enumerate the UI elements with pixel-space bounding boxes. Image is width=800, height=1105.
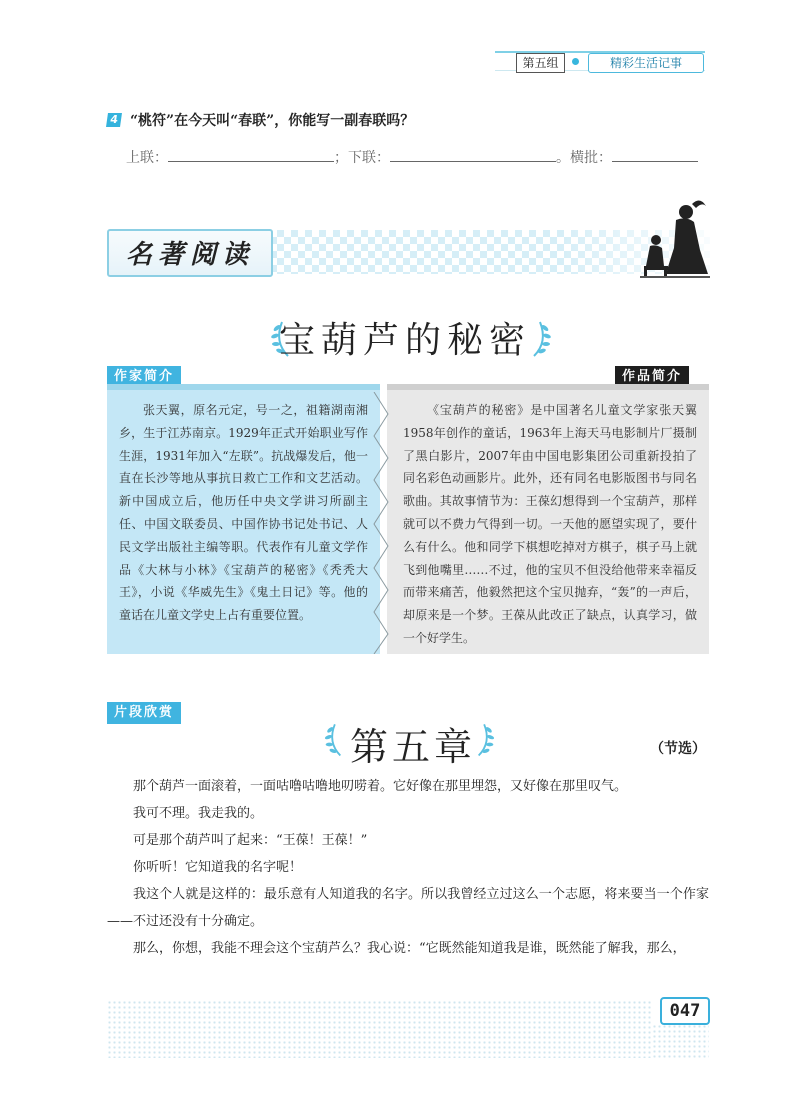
lower-couplet-blank[interactable] — [390, 146, 556, 162]
footer-dot-pattern — [107, 1000, 652, 1058]
footer-dot-pattern — [652, 1024, 709, 1058]
page-number: 047 — [660, 997, 710, 1025]
laurel-left-icon — [322, 720, 344, 758]
lower-couplet-label: 下联： — [348, 150, 390, 166]
book-title: 宝葫芦的秘密 — [278, 320, 531, 361]
header-dot-icon — [572, 58, 579, 65]
zigzag-divider — [368, 392, 398, 654]
period: 。 — [556, 150, 570, 166]
excerpt-paragraph: 可是那个葫芦叫了起来：“王葆！王葆！” — [133, 833, 368, 848]
excerpt-tag: 片段欣赏 — [107, 702, 181, 724]
excerpt-paragraph: 我可不理。我走我的。 — [133, 806, 264, 821]
excerpt-paragraph: 那个葫芦一面滚着，一面咕噜咕噜地叨唠着。它好像在那里埋怨，又好像在那里叹气。 — [133, 779, 628, 794]
chapter-title: 第五章 — [350, 725, 477, 769]
couplet-answer-row — [126, 146, 698, 167]
laurel-right-icon — [530, 318, 554, 358]
separator: ； — [334, 150, 348, 166]
author-intro-tag: 作家简介 — [107, 366, 181, 388]
upper-couplet-label: 上联： — [126, 150, 168, 166]
question-text: “桃符”在今天叫“春联”，你能写一副春联吗？ — [130, 113, 415, 129]
work-intro-tag: 作品简介 — [615, 366, 689, 388]
banner-title: 名著阅读 — [107, 229, 273, 277]
excerpt-note: （节选） — [650, 741, 706, 757]
author-intro-text: 张天翼，原名元定，号一之，祖籍湖南湘乡，生于江苏南京。1929年正式开始职业写作生涯，1931年加入“左联”。抗战爆发后，他一直在长沙等地从事抗日救亡工作和文艺活动。新中国成立后，他历任中央文学讲习所副主任、中国文联委员、中国作协书记处书记、人民文学出版社主编等职。代表作有儿童文学作品《大林与小林》《宝葫芦的秘密》《秃秃大王》，小说《华威先生》《鬼土日记》等。他的童话在儿童文学史上占有重要位置。 — [107, 390, 380, 654]
horizontal-scroll-label: 横批： — [570, 150, 612, 166]
question-number: 4 — [106, 113, 122, 127]
excerpt-body — [107, 773, 709, 962]
upper-couplet-blank[interactable] — [168, 146, 334, 162]
excerpt-paragraph: 你听听！它知道我的名字呢！ — [133, 860, 303, 875]
section-label: 精彩生活记事 — [588, 53, 704, 73]
horizontal-scroll-blank[interactable] — [612, 146, 698, 162]
group-label: 第五组 — [516, 53, 565, 73]
excerpt-paragraph: 我这个人就是这样的：最乐意有人知道我的名字。所以我曾经立过这么一个志愿，将来要当一个作家——不过还没有十分确定。 — [107, 887, 709, 929]
work-intro-text: 《宝葫芦的秘密》是中国著名儿童文学家张天翼1958年创作的童话，1963年上海天马电影制片厂摄制了黑白影片，2007年由中国电影集团公司重新投拍了同名彩色动画影片。此外，还有同名电影版图书与同名歌曲。其故事情节为：王葆幻想得到一个宝葫芦，那样就可以不费力气得到一切。一天他的愿望实现了，要什么有什么。他和同学下棋想吃掉对方棋子，棋子马上就飞到他嘴里……不过，他的宝贝不但没给他带来幸福反而带来痛苦，他毅然把这个宝贝抛弃，“轰”的一声后，却原来是一个梦。王葆从此改正了缺点，认真学习，做一个好学生。 — [387, 390, 709, 654]
reading-silhouette-icon — [640, 190, 710, 280]
excerpt-paragraph: 那么，你想，我能不理会这个宝葫芦么？我心说：“它既然能知道我是谁，既然能了解我，那么， — [133, 941, 686, 956]
laurel-right-icon — [475, 720, 497, 758]
